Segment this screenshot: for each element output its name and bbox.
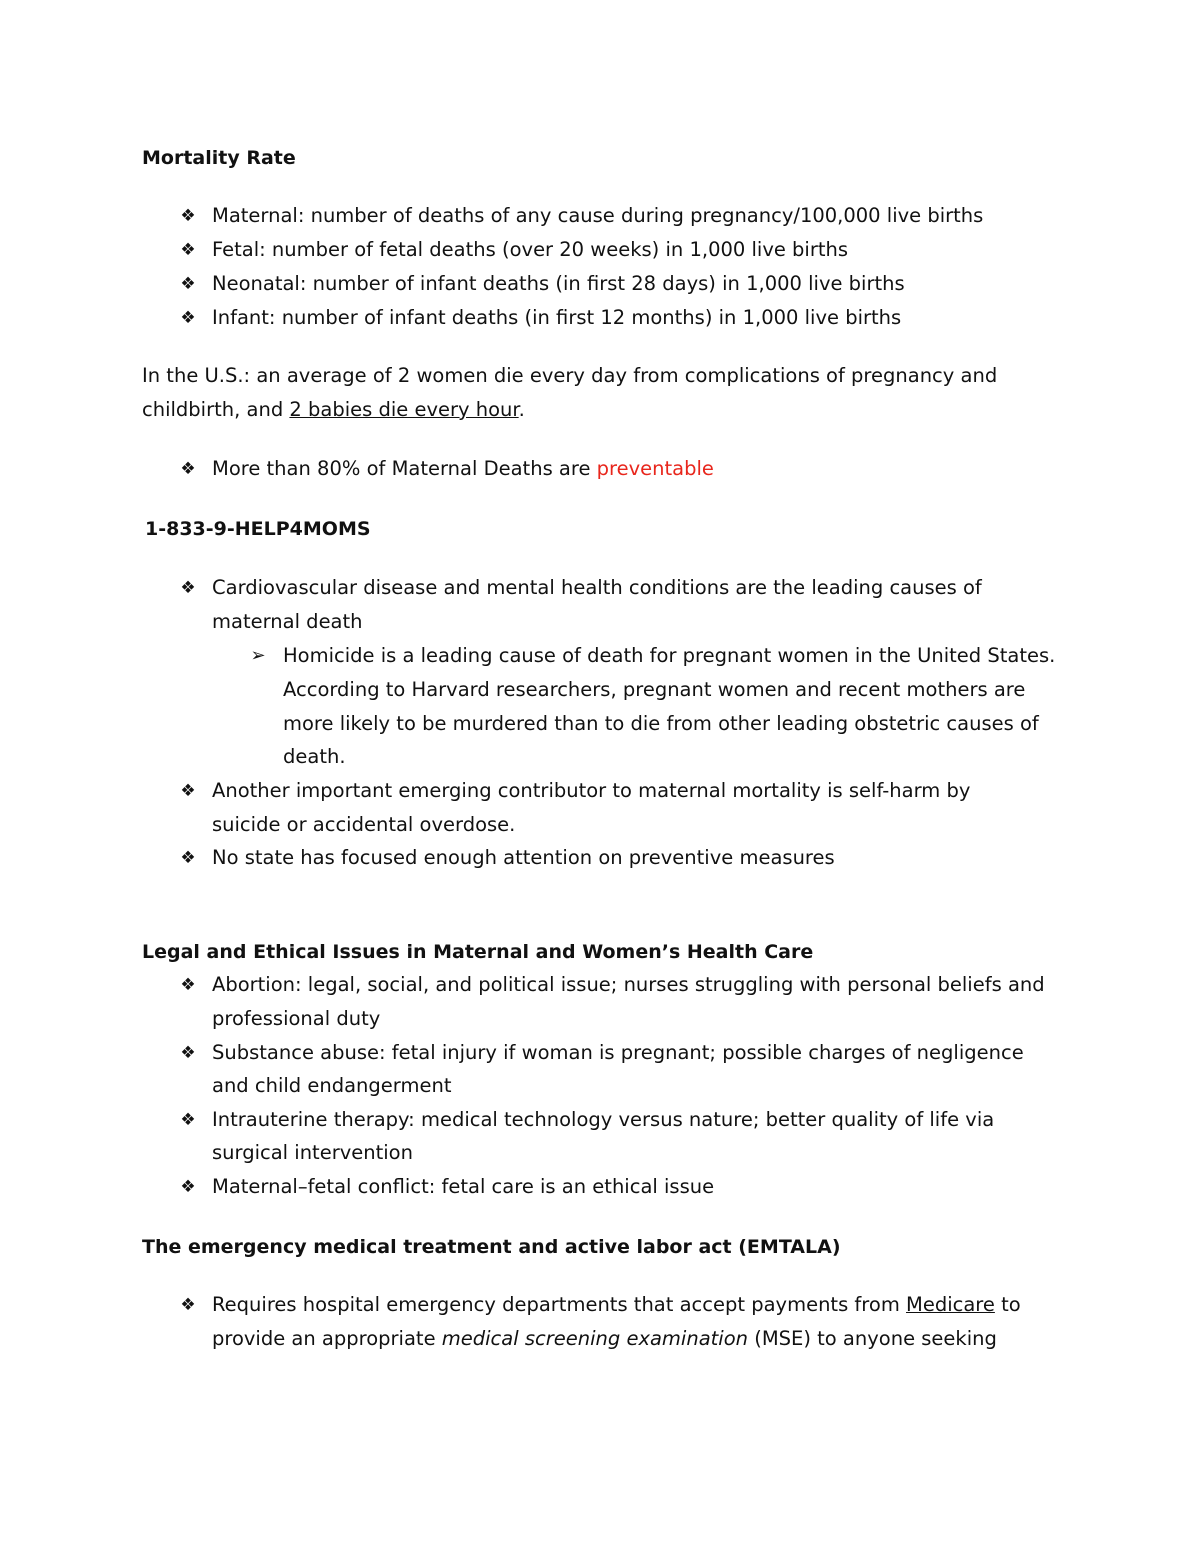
diamond-bullet-icon: ❖ <box>180 206 196 226</box>
paragraph-line <box>142 398 525 422</box>
list-item: Substance abuse: fetal injury if woman is pregnant; possible charges of negligence <box>212 1041 1024 1064</box>
diamond-bullet-icon: ❖ <box>180 1043 196 1063</box>
italic-text: medical screening examination <box>441 1327 749 1350</box>
list-item-continuation: and child endangerment <box>212 1074 452 1097</box>
underlined-text: Medicare <box>906 1293 995 1316</box>
diamond-bullet-icon: ❖ <box>180 459 196 479</box>
list-item: Maternal–fetal conflict: fetal care is an ethical issue <box>212 1175 715 1198</box>
list-item-continuation: professional duty <box>212 1007 381 1030</box>
paragraph-line: In the U.S.: an average of 2 women die every day from complications of pregnancy and <box>142 364 998 387</box>
section-heading-legal-ethical: Legal and Ethical Issues in Maternal and Women’s Health Care <box>142 941 814 963</box>
list-item <box>212 1293 1021 1317</box>
list-item: Cardiovascular disease and mental health conditions are the leading causes of <box>212 576 982 599</box>
list-item-continuation: suicide or accidental overdose. <box>212 813 516 836</box>
diamond-bullet-icon: ❖ <box>180 781 196 801</box>
list-item-text: More than 80% of Maternal Deaths are <box>212 457 597 480</box>
list-item: Intrauterine therapy: medical technology versus nature; better quality of life via <box>212 1108 995 1131</box>
sub-list-item-continuation: more likely to be murdered than to die from other leading obstetric causes of <box>283 712 1039 735</box>
section-heading-emtala: The emergency medical treatment and active labor act (EMTALA) <box>142 1236 841 1258</box>
diamond-bullet-icon: ❖ <box>180 1110 196 1130</box>
list-item: Infant: number of infant deaths (in first 12 months) in 1,000 live births <box>212 306 902 329</box>
list-item: Neonatal: number of infant deaths (in first 28 days) in 1,000 live births <box>212 272 905 295</box>
section-heading-hotline: 1-833-9-HELP4MOMS <box>145 518 371 540</box>
list-item-text: provide an appropriate <box>212 1327 442 1350</box>
underlined-text: 2 babies die every hour <box>289 398 519 421</box>
diamond-bullet-icon: ❖ <box>180 578 196 598</box>
list-item: Maternal: number of deaths of any cause during pregnancy/100,000 live births <box>212 204 984 227</box>
diamond-bullet-icon: ❖ <box>180 308 196 328</box>
arrow-bullet-icon: ➢ <box>250 645 266 666</box>
list-item-text: (MSE) to anyone seeking <box>748 1327 997 1350</box>
list-item-continuation <box>212 1327 997 1351</box>
sub-list-item: Homicide is a leading cause of death for pregnant women in the United States. <box>283 644 1056 667</box>
paragraph-text: childbirth, and <box>142 398 290 421</box>
list-item-text: Requires hospital emergency departments that accept payments from <box>212 1293 907 1316</box>
list-item: Abortion: legal, social, and political issue; nurses struggling with personal beliefs and <box>212 973 1045 996</box>
highlight-red-text: preventable <box>596 457 714 480</box>
section-heading-mortality-rate: Mortality Rate <box>142 147 296 169</box>
diamond-bullet-icon: ❖ <box>180 848 196 868</box>
diamond-bullet-icon: ❖ <box>180 1295 196 1315</box>
sub-list-item-continuation: death. <box>283 745 346 768</box>
list-item-continuation: surgical intervention <box>212 1141 413 1164</box>
diamond-bullet-icon: ❖ <box>180 274 196 294</box>
sub-list-item-continuation: According to Harvard researchers, pregnant women and recent mothers are <box>283 678 1026 701</box>
list-item: Fetal: number of fetal deaths (over 20 weeks) in 1,000 live births <box>212 238 849 261</box>
diamond-bullet-icon: ❖ <box>180 1177 196 1197</box>
diamond-bullet-icon: ❖ <box>180 240 196 260</box>
list-item-continuation: maternal death <box>212 610 363 633</box>
list-item: Another important emerging contributor to maternal mortality is self-harm by <box>212 779 971 802</box>
list-item-text: to <box>994 1293 1021 1316</box>
diamond-bullet-icon: ❖ <box>180 975 196 995</box>
paragraph-text: . <box>518 398 525 421</box>
list-item <box>212 457 714 481</box>
list-item: No state has focused enough attention on preventive measures <box>212 846 835 869</box>
